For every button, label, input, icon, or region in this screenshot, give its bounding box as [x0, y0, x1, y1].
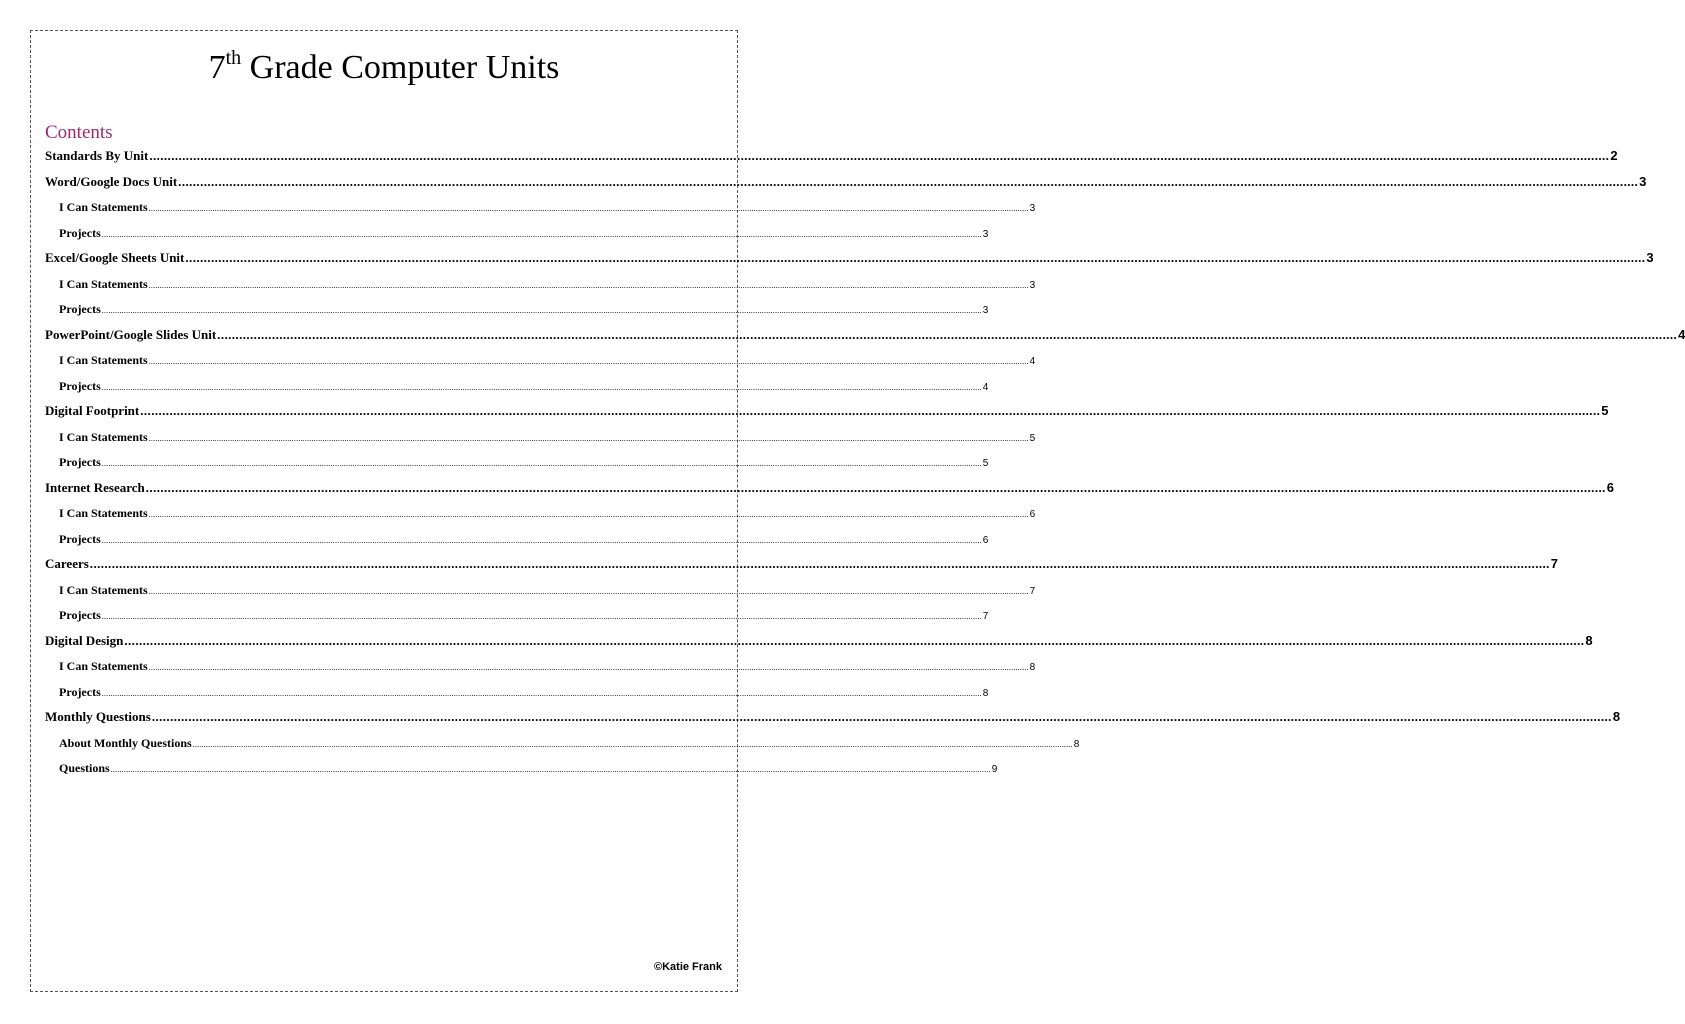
toc-page-number: 6 — [1029, 509, 1036, 520]
toc-entry-label: I Can Statements — [59, 506, 148, 520]
toc-dot-leader: ................................................................................................................................................................................................................................................................................................................................................................................................................ — [101, 688, 982, 698]
toc-dot-leader: ................................................................................................................................................................................................................................................................................................................................................................................................................ — [101, 229, 982, 239]
toc-dot-leader: ................................................................................................................................................................................................................................................................................................................................................................................................................ — [151, 709, 1612, 724]
toc-dot-leader: ................................................................................................................................................................................................................................................................................................................................................................................................................ — [148, 357, 1029, 366]
toc-page-number: 8 — [1029, 662, 1036, 673]
toc-entry-label: I Can Statements — [59, 353, 148, 367]
toc-entry-label: I Can Statements — [59, 659, 148, 673]
toc-subsection-entry[interactable] — [45, 503, 1036, 529]
table-of-contents — [45, 146, 1685, 784]
toc-dot-leader: ................................................................................................................................................................................................................................................................................................................................................................................................................ — [101, 535, 982, 545]
toc-entry-label: About Monthly Questions — [59, 735, 192, 750]
toc-section-entry[interactable] — [45, 248, 1654, 274]
toc-dot-leader: ................................................................................................................................................................................................................................................................................................................................................................................................................ — [140, 403, 1601, 418]
toc-page-number: 5 — [1601, 403, 1609, 418]
toc-page-number: 3 — [1029, 203, 1036, 214]
toc-entry-label: I Can Statements — [59, 200, 148, 214]
toc-subsection-entry[interactable] — [45, 758, 998, 784]
toc-entry-label: I Can Statements — [59, 582, 148, 597]
toc-dot-leader: ................................................................................................................................................................................................................................................................................................................................................................................................................ — [148, 204, 1029, 213]
toc-entry-label: PowerPoint/Google Slides Unit — [45, 326, 217, 342]
toc-dot-leader: ................................................................................................................................................................................................................................................................................................................................................................................................................ — [89, 556, 1550, 571]
toc-page-number: 4 — [1678, 326, 1685, 342]
toc-subsection-entry[interactable] — [45, 299, 989, 325]
toc-page-number: 8 — [1612, 709, 1621, 724]
toc-entry-label: Projects — [59, 225, 101, 240]
toc-page-number: 6 — [1606, 479, 1614, 495]
toc-dot-leader: ................................................................................................................................................................................................................................................................................................................................................................................................................ — [101, 306, 982, 315]
toc-dot-leader: ................................................................................................................................................................................................................................................................................................................................................................................................................ — [149, 148, 1610, 163]
toc-subsection-entry[interactable] — [45, 274, 1036, 300]
toc-entry-label: Projects — [59, 378, 101, 393]
toc-page-number: 5 — [1029, 432, 1036, 444]
toc-subsection-entry[interactable] — [45, 350, 1036, 376]
toc-dot-leader: ................................................................................................................................................................................................................................................................................................................................................................................................................ — [178, 173, 1639, 189]
title-number: 7 — [208, 49, 226, 86]
toc-dot-leader: ................................................................................................................................................................................................................................................................................................................................................................................................................ — [124, 632, 1585, 648]
toc-dot-leader: ................................................................................................................................................................................................................................................................................................................................................................................................................ — [145, 479, 1606, 495]
toc-subsection-entry[interactable] — [45, 197, 1036, 223]
toc-entry-label: Word/Google Docs Unit — [45, 173, 178, 189]
toc-entry-label: Projects — [59, 302, 101, 316]
toc-entry-label: Projects — [59, 684, 101, 699]
toc-entry-label: Projects — [59, 455, 101, 469]
toc-dot-leader: ................................................................................................................................................................................................................................................................................................................................................................................................................ — [148, 280, 1029, 290]
toc-entry-label: Standards By Unit — [45, 148, 149, 163]
toc-dot-leader: ................................................................................................................................................................................................................................................................................................................................................................................................................ — [110, 765, 991, 774]
toc-entry-label: Digital Design — [45, 632, 124, 648]
toc-dot-leader: ................................................................................................................................................................................................................................................................................................................................................................................................................ — [101, 459, 982, 468]
toc-page-number: 7 — [1029, 585, 1036, 597]
toc-page-number: 8 — [982, 687, 989, 699]
toc-section-entry[interactable] — [45, 707, 1621, 733]
toc-page-number: 7 — [982, 611, 989, 622]
toc-page-number: 4 — [982, 381, 989, 393]
toc-section-entry[interactable] — [45, 478, 1614, 504]
toc-subsection-entry[interactable] — [45, 733, 1080, 759]
toc-page-number: 3 — [1646, 250, 1654, 265]
toc-entry-label: Internet Research — [45, 479, 145, 495]
toc-subsection-entry[interactable] — [45, 682, 989, 708]
toc-section-entry[interactable] — [45, 401, 1609, 427]
toc-dot-leader: ................................................................................................................................................................................................................................................................................................................................................................................................................ — [217, 326, 1678, 342]
toc-page-number: 2 — [1610, 148, 1618, 163]
toc-subsection-entry[interactable] — [45, 376, 989, 402]
toc-entry-label: Projects — [59, 531, 101, 546]
title-superscript: th — [225, 47, 242, 69]
toc-dot-leader: ................................................................................................................................................................................................................................................................................................................................................................................................................ — [101, 612, 982, 621]
page-title — [0, 48, 768, 92]
toc-page-number: 3 — [1029, 279, 1036, 291]
toc-entry-label: Careers — [45, 556, 89, 571]
toc-dot-leader: ................................................................................................................................................................................................................................................................................................................................................................................................................ — [192, 739, 1073, 749]
toc-subsection-entry[interactable] — [45, 656, 1036, 682]
toc-dot-leader: ................................................................................................................................................................................................................................................................................................................................................................................................................ — [148, 510, 1029, 519]
toc-section-entry[interactable] — [45, 554, 1559, 580]
copyright-notice: ©Katie Frank — [653, 961, 722, 973]
title-text: Grade Computer Units — [241, 49, 560, 86]
toc-page-number: 8 — [1073, 738, 1080, 750]
toc-subsection-entry[interactable] — [45, 580, 1036, 606]
toc-page-number: 5 — [982, 458, 989, 469]
toc-subsection-entry[interactable] — [45, 529, 989, 555]
toc-page-number: 4 — [1029, 356, 1036, 367]
toc-subsection-entry[interactable] — [45, 223, 989, 249]
toc-section-entry[interactable] — [45, 172, 1647, 198]
toc-section-entry[interactable] — [45, 631, 1593, 657]
toc-entry-label: Projects — [59, 608, 101, 622]
toc-section-entry[interactable] — [45, 146, 1618, 172]
toc-subsection-entry[interactable] — [45, 605, 989, 631]
toc-section-entry[interactable] — [45, 325, 1685, 351]
toc-page-number: 3 — [1639, 173, 1647, 189]
toc-page-number: 7 — [1550, 556, 1559, 571]
toc-dot-leader: ................................................................................................................................................................................................................................................................................................................................................................................................................ — [148, 433, 1029, 443]
toc-entry-label: Questions — [59, 761, 110, 775]
toc-page-number: 9 — [991, 764, 998, 775]
toc-page-number: 6 — [982, 534, 989, 546]
toc-entry-label: Digital Footprint — [45, 403, 140, 418]
toc-dot-leader: ................................................................................................................................................................................................................................................................................................................................................................................................................ — [101, 382, 982, 392]
toc-dot-leader: ................................................................................................................................................................................................................................................................................................................................................................................................................ — [185, 250, 1646, 265]
toc-page-number: 3 — [982, 228, 989, 240]
toc-dot-leader: ................................................................................................................................................................................................................................................................................................................................................................................................................ — [148, 663, 1029, 672]
toc-entry-label: Excel/Google Sheets Unit — [45, 250, 185, 265]
toc-entry-label: I Can Statements — [59, 429, 148, 444]
toc-subsection-entry[interactable] — [45, 427, 1036, 453]
toc-page-number: 3 — [982, 305, 989, 316]
toc-page-number: 8 — [1585, 632, 1593, 648]
toc-entry-label: I Can Statements — [59, 276, 148, 291]
toc-dot-leader: ................................................................................................................................................................................................................................................................................................................................................................................................................ — [148, 586, 1029, 596]
toc-entry-label: Monthly Questions — [45, 709, 151, 724]
contents-heading: Contents — [45, 122, 113, 143]
toc-subsection-entry[interactable] — [45, 452, 989, 478]
